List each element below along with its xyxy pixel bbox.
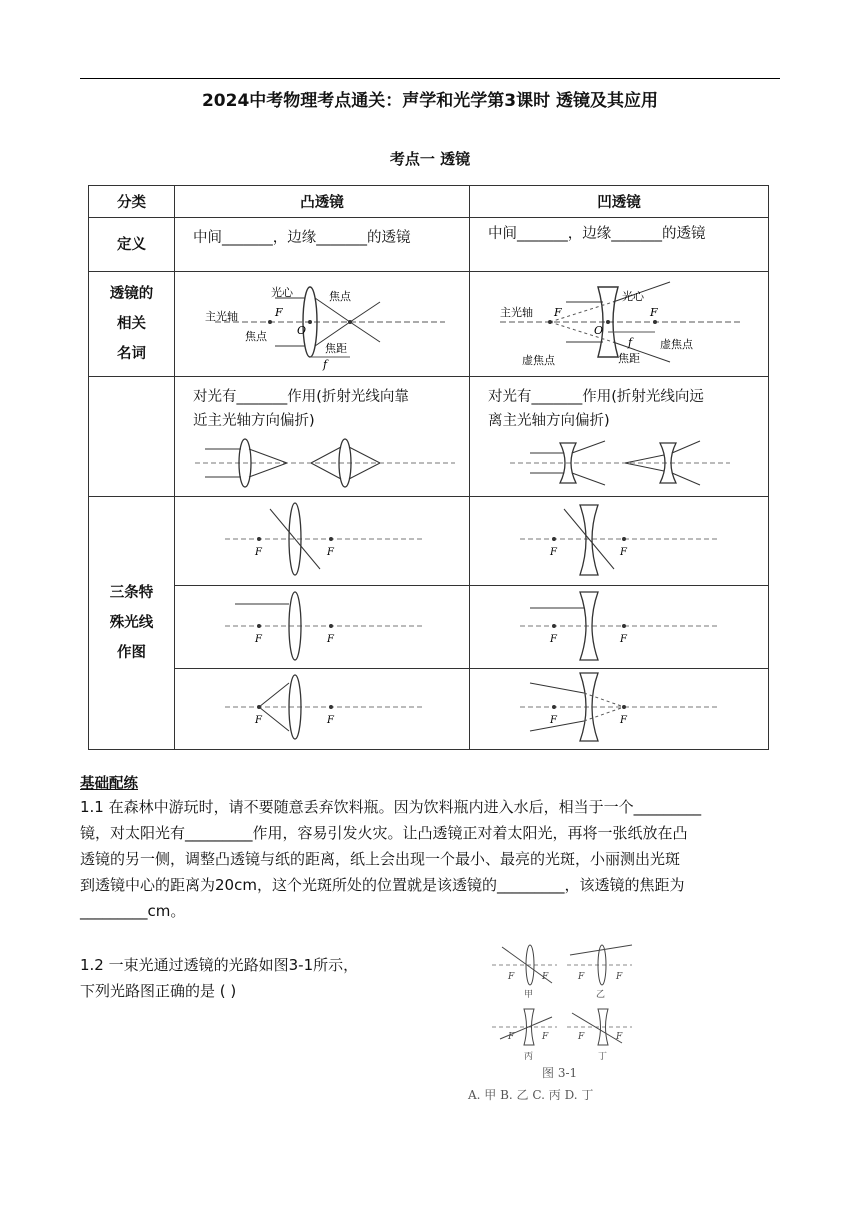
svg-text:F: F	[620, 715, 627, 726]
figure-options: A. 甲 B. 乙 C. 丙 D. 丁	[468, 1088, 594, 1102]
svg-text:F: F	[327, 547, 334, 558]
function-convex: 对光有_______作用(折射光线向靠 近主光轴方向偏折)	[193, 389, 409, 429]
svg-text:丙: 丙	[524, 1052, 534, 1062]
label-virtual-focus-left: 虚焦点	[522, 354, 555, 367]
svg-text:F: F	[327, 634, 334, 645]
question-1-2: 1.2 一束光通过透镜的光路如图3-1所示， 下列光路图正确的是 ( )	[80, 956, 359, 1000]
fig-ding	[567, 1009, 632, 1062]
convex-ray-focus	[175, 669, 469, 745]
figure-3-1	[462, 935, 662, 1105]
convex-terms-diagram	[175, 272, 469, 372]
convex-converge-diagram	[175, 433, 469, 491]
fig-bing	[492, 1009, 557, 1062]
header-rule	[80, 78, 780, 79]
definition-concave: 中间_______，边缘_______的透镜	[488, 226, 706, 242]
svg-text:F: F	[508, 972, 515, 982]
fig-jia	[492, 945, 557, 1000]
section-heading: 基础配练	[80, 776, 138, 792]
header-convex: 凸透镜	[175, 186, 470, 218]
svg-text:F: F	[616, 1032, 623, 1042]
convex-ray-parallel	[175, 586, 469, 664]
label-focus-top: 焦点	[329, 290, 351, 303]
svg-text:F: F	[578, 1032, 585, 1042]
svg-text:F: F	[578, 972, 585, 982]
convex-ray-center	[175, 497, 469, 581]
label-focus-left: 焦点	[245, 330, 267, 343]
svg-text:F: F	[255, 634, 262, 645]
svg-text:F: F	[616, 972, 623, 982]
page-title: 2024中考物理考点通关：声学和光学第3课时 透镜及其应用	[201, 91, 659, 111]
concave-terms-diagram	[470, 272, 768, 372]
svg-text:F: F	[620, 547, 627, 558]
lens-table	[88, 185, 769, 750]
figure-caption: 图 3-1	[542, 1066, 578, 1080]
svg-text:F: F	[620, 634, 627, 645]
label-F: F	[554, 306, 562, 319]
label-focal-length: 焦距	[325, 342, 347, 355]
svg-text:F: F	[550, 547, 557, 558]
fig-yi	[567, 945, 632, 1000]
svg-text:丁: 丁	[598, 1052, 608, 1062]
label-F: F	[275, 306, 283, 319]
svg-text:F: F	[550, 634, 557, 645]
svg-text:F: F	[255, 547, 262, 558]
row-label-definition: 定义	[89, 218, 175, 272]
label-F-right: F	[650, 306, 658, 319]
svg-text:F: F	[508, 1032, 515, 1042]
concave-ray-focus	[470, 669, 768, 745]
label-focal-length: 焦距	[618, 352, 640, 365]
label-center: 光心	[271, 286, 293, 299]
row-label-rays: 三条特 殊光线 作图	[89, 497, 175, 750]
concave-diverge-diagram	[470, 433, 768, 491]
svg-text:乙: 乙	[596, 990, 606, 1000]
label-virtual-focus-right: 虚焦点	[660, 338, 693, 351]
concave-ray-parallel	[470, 586, 768, 664]
svg-text:甲: 甲	[524, 990, 534, 1000]
row-label-terms: 透镜的 相关 名词	[89, 272, 175, 377]
concave-ray-center	[470, 497, 768, 581]
header-concave: 凹透镜	[470, 186, 769, 218]
label-axis: 主光轴	[500, 306, 533, 319]
section-subtitle: 考点一 透镜	[389, 150, 471, 168]
function-concave: 对光有_______作用(折射光线向远 离主光轴方向偏折)	[488, 389, 704, 429]
label-axis: 主光轴	[205, 310, 238, 323]
row-label-function	[89, 377, 175, 497]
svg-text:F: F	[542, 1032, 549, 1042]
question-1-1: 1.1 在森林中游玩时，请不要随意丢弃饮料瓶。因为饮料瓶内进入水后，相当于一个_________ 镜，对太阳光有_________作用，容易引发火灾。让凸透镜正对着太阳光，再将一张纸放在凸 透镜的另一侧，调整凸透镜与纸的距离，纸上会出现一个最小、最亮的光斑，小丽测出光斑 到透镜中心的距离为20cm，这个光斑所处的位置就是该透镜的_________，该透镜的焦距为 _________cm。	[80, 798, 702, 920]
label-O: O	[297, 324, 307, 337]
label-f: f	[628, 336, 633, 349]
label-f: f	[323, 358, 328, 371]
svg-text:F: F	[550, 715, 557, 726]
svg-text:F: F	[542, 972, 549, 982]
svg-text:F: F	[327, 715, 334, 726]
svg-text:F: F	[255, 715, 262, 726]
label-center: 光心	[622, 290, 644, 303]
header-category: 分类	[89, 186, 175, 218]
definition-convex: 中间_______，边缘_______的透镜	[193, 230, 411, 246]
label-O: O	[594, 324, 604, 337]
